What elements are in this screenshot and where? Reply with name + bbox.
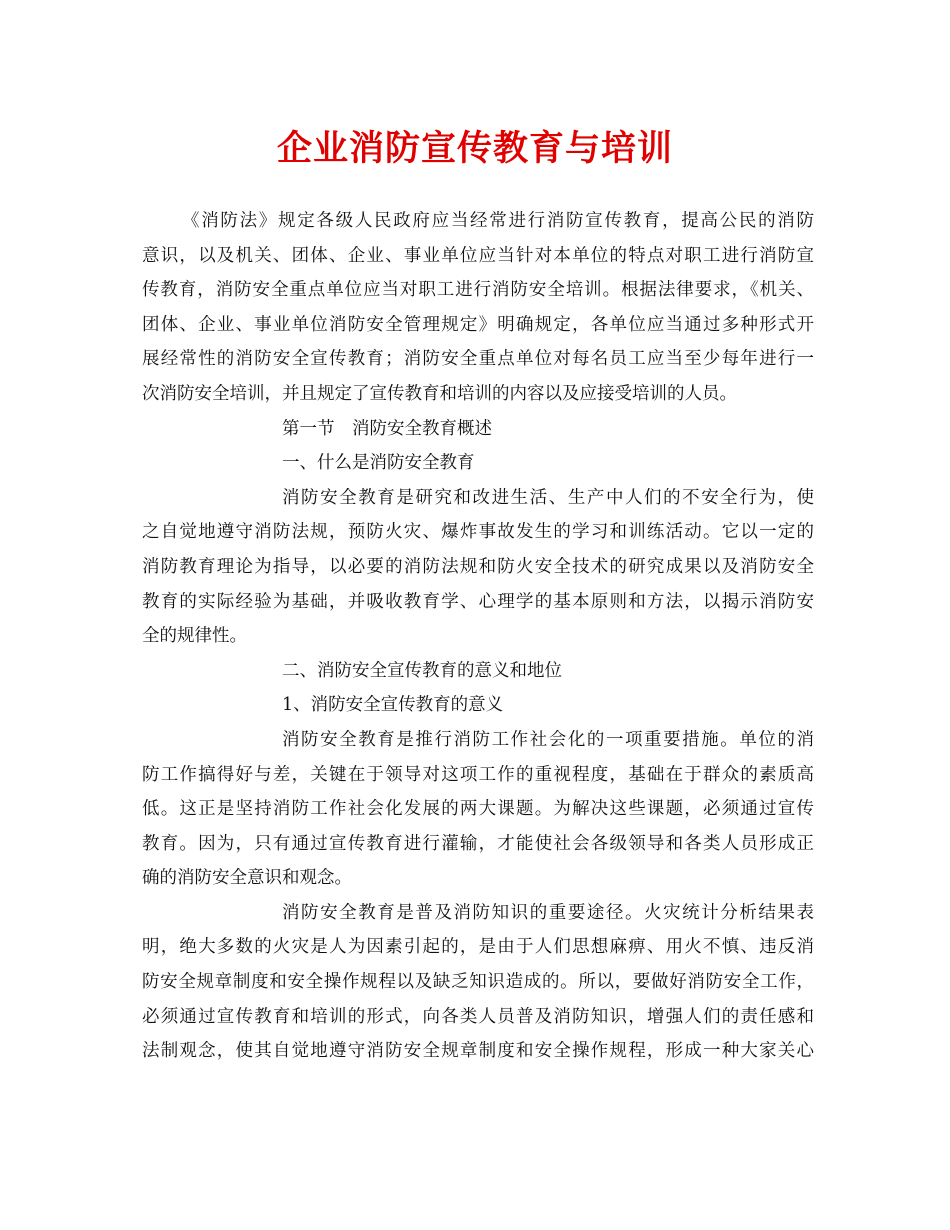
subsection-heading: 一、什么是消防安全教育	[282, 453, 475, 474]
paragraph-line: 明，绝大多数的火灾是人为因素引起的，是由于人们思想麻痹、用火不慎、违反消	[142, 937, 814, 958]
paragraph-line: 消防安全教育是普及消防知识的重要途径。火灾统计分析结果表	[282, 902, 814, 923]
paragraph-line: 意识，以及机关、团体、企业、事业单位应当针对本单位的特点对职工进行消防宣	[142, 245, 814, 266]
paragraph-line: 展经常性的消防安全宣传教育；消防安全重点单位对每名员工应当至少每年进行一	[142, 349, 814, 370]
paragraph-line: 法制观念，使其自觉地遵守消防安全规章制度和安全操作规程，形成一种大家关心	[142, 1041, 814, 1062]
paragraph-line: 教育。因为，只有通过宣传教育进行灌输，才能使社会各级领导和各类人员形成正	[142, 833, 814, 854]
paragraph-line: 消防教育理论为指导，以必要的消防法规和防火安全技术的研究成果以及消防安全	[142, 556, 814, 577]
subsection-heading: 二、消防安全宣传教育的意义和地位	[282, 660, 562, 681]
paragraph-line: 必须通过宣传教育和培训的形式，向各类人员普及消防知识，增强人们的责任感和	[142, 1006, 814, 1027]
paragraph-line: 《消防法》规定各级人民政府应当经常进行消防宣传教育，提高公民的消防	[182, 211, 814, 231]
section-heading: 第一节 消防安全教育概述	[282, 418, 492, 439]
paragraph-line: 低。这正是坚持消防工作社会化发展的两大课题。为解决这些课题，必须通过宣传	[142, 799, 814, 820]
paragraph-line: 消防安全教育是推行消防工作社会化的一项重要措施。单位的消	[282, 729, 814, 750]
document-body	[142, 204, 814, 1069]
document-title: 企业消防宣传教育与培训	[276, 128, 673, 169]
paragraph-line: 之自觉地遵守消防法规，预防火灾、爆炸事故发生的学习和训练活动。它以一定的	[142, 522, 814, 543]
paragraph-line: 防工作搞得好与差，关键在于领导对这项工作的重视程度，基础在于群众的素质高	[142, 764, 814, 785]
paragraph-line: 团体、企业、事业单位消防安全管理规定》明确规定，各单位应当通过多种形式开	[142, 314, 814, 335]
paragraph-line: 次消防安全培训，并且规定了宣传教育和培训的内容以及应接受培训的人员。	[142, 383, 737, 404]
paragraph-line: 传教育，消防安全重点单位应当对职工进行消防安全培训。根据法律要求，《机关、	[142, 280, 814, 301]
subsection-heading: 1、消防安全宣传教育的意义	[282, 695, 504, 716]
paragraph-line: 消防安全教育是研究和改进生活、生产中人们的不安全行为，使	[282, 487, 814, 508]
paragraph-line: 确的消防安全意识和观念。	[142, 868, 352, 889]
paragraph-line: 教育的实际经验为基础，并吸收教育学、心理学的基本原则和方法，以揭示消防安	[142, 591, 814, 612]
paragraph-line: 防安全规章制度和安全操作规程以及缺乏知识造成的。所以，要做好消防安全工作，	[142, 972, 814, 993]
paragraph-line: 全的规律性。	[142, 626, 247, 647]
